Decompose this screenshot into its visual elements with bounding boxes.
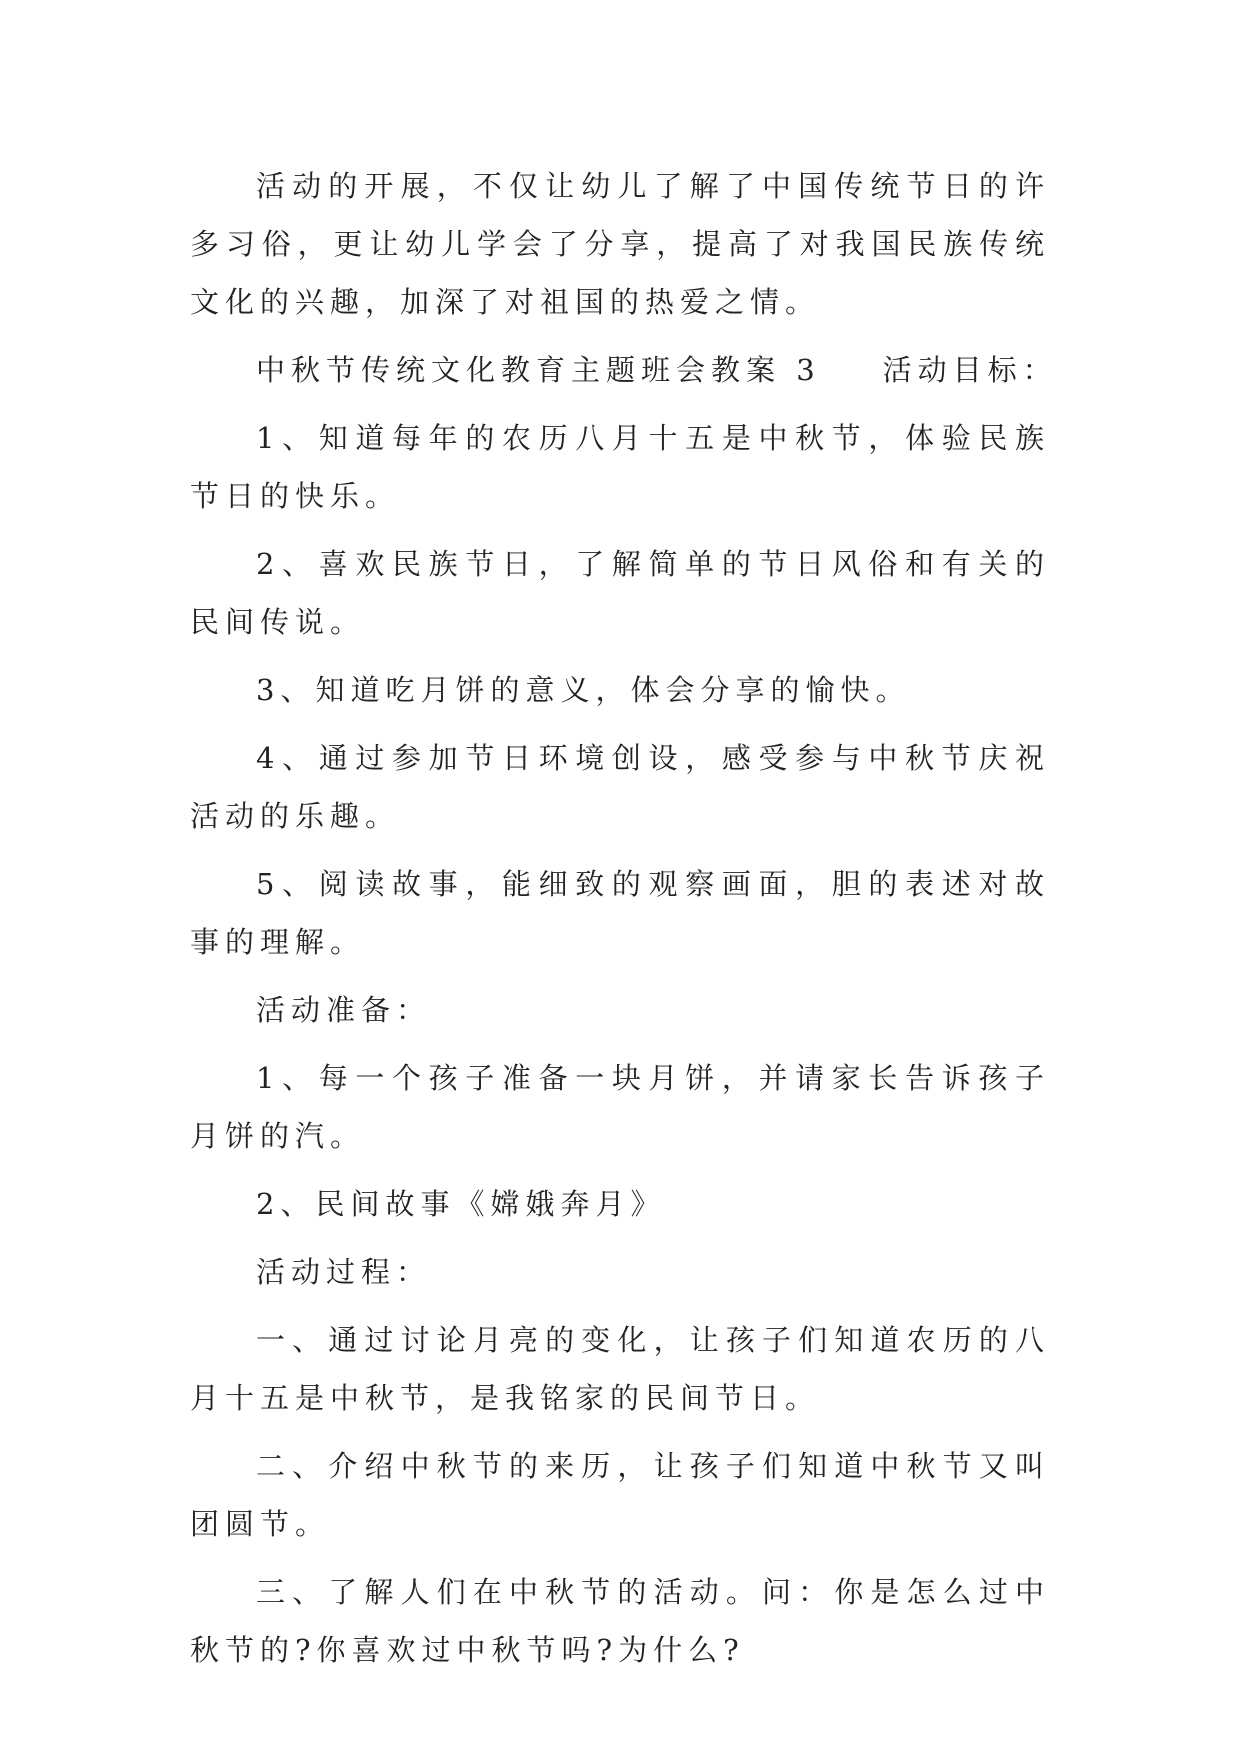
process-item: 三、了解人们在中秋节的活动。问：你是怎么过中秋节的?你喜欢过中秋节吗?为什么? — [190, 1575, 1050, 1667]
prep-heading: 活动准备： — [256, 993, 432, 1027]
lesson-heading — [190, 341, 1058, 399]
lesson-title: 中秋节传统文化教育主题班会教案 3 — [256, 353, 821, 387]
goal-item: 4、通过参加节日环境创设，感受参与中秋节庆祝活动的乐趣。 — [190, 741, 1050, 833]
intro-paragraph: 活动的开展，不仅让幼儿了解了中国传统节日的许多习俗，更让幼儿学会了分享，提高了对我国民族传统文化的兴趣，加深了对祖国的热爱之情。 — [190, 169, 1050, 319]
document-body — [190, 157, 1058, 1689]
prep-item: 2、民间故事《嫦娥奔月》 — [256, 1187, 666, 1221]
goal-item: 2、喜欢民族节日，了解简单的节日风俗和有关的民间传说。 — [190, 547, 1050, 639]
process-heading: 活动过程： — [256, 1255, 432, 1289]
process-item: 一、通过讨论月亮的变化，让孩子们知道农历的八月十五是中秋节，是我铭家的民间节日。 — [190, 1323, 1050, 1415]
process-item: 二、介绍中秋节的来历，让孩子们知道中秋节又叫团圆节。 — [190, 1449, 1050, 1541]
goal-item: 5、阅读故事，能细致的观察画面，胆的表述对故事的理解。 — [190, 867, 1050, 959]
goal-item: 3、知道吃月饼的意义，体会分享的愉快。 — [256, 673, 911, 707]
goal-item: 1、知道每年的农历八月十五是中秋节，体验民族节日的快乐。 — [190, 421, 1050, 513]
goals-heading: 活动目标： — [882, 353, 1058, 387]
prep-item: 1、每一个孩子准备一块月饼，并请家长告诉孩子月饼的汽。 — [190, 1061, 1050, 1153]
